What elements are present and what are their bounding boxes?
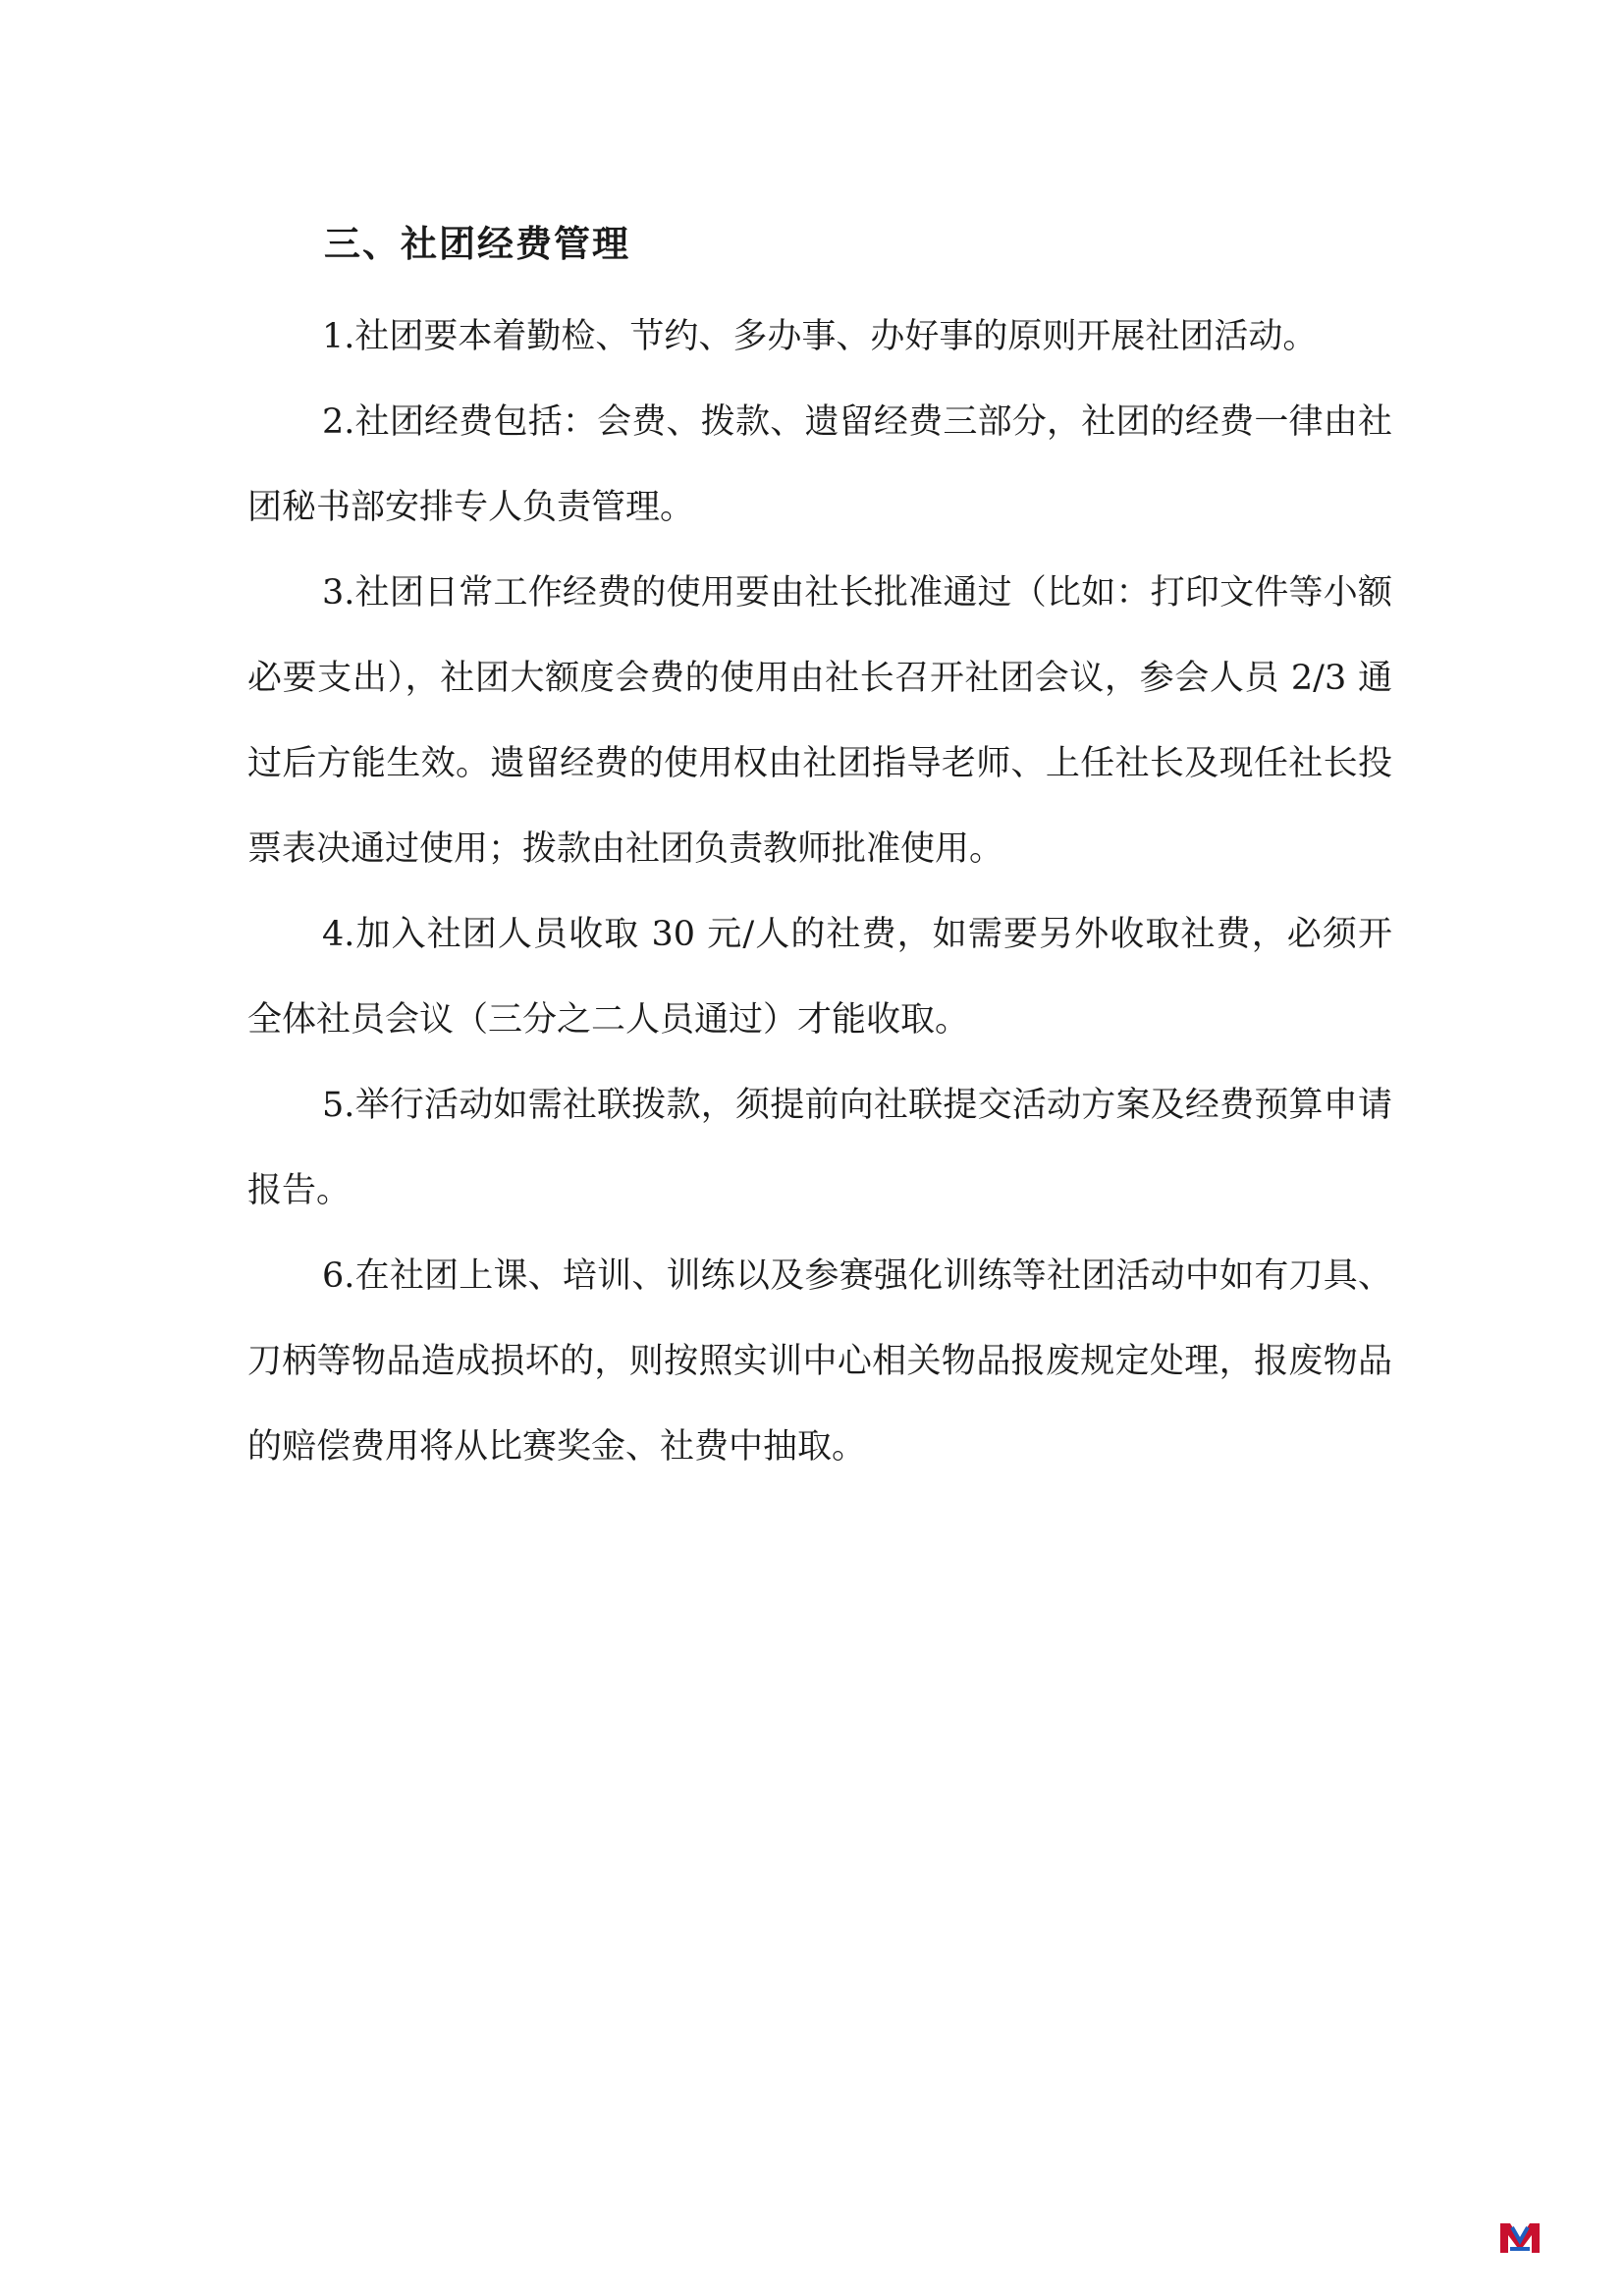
paragraph-6: 6.在社团上课、培训、训练以及参赛强化训练等社团活动中如有刀具、刀柄等物品造成损坏的，则按照实训中心相关物品报废规定处理，报废物品的赔偿费用将从比赛奖金、社费中抽取。: [247, 1256, 1392, 1467]
section-heading: 三、社团经费管理: [324, 223, 630, 265]
paragraph-2: 2.社团经费包括：会费、拨款、遗留经费三部分，社团的经费一律由社团秘书部安排专人负责管理。: [247, 402, 1392, 527]
document-body: [247, 294, 1392, 1490]
paragraph-4: 4.加入社团人员收取 30 元/人的社费，如需要另外收取社费，必须开全体社员会议（三分之二人员通过）才能收取。: [247, 915, 1392, 1040]
paragraph-3: 3.社团日常工作经费的使用要由社长批准通过（比如：打印文件等小额必要支出），社团大额度会费的使用由社长召开社团会议，参会人员 2/3 通过后方能生效。遗留经费的使用权由社团指导老师、上任社长及现任社长投票表决通过使用；拨款由社团负责教师批准使用。: [247, 573, 1392, 869]
m-logo-icon: [1496, 2217, 1543, 2257]
paragraph-1: 1.社团要本着勤检、节约、多办事、办好事的原则开展社团活动。: [322, 317, 1318, 356]
paragraph-5: 5.举行活动如需社联拨款，须提前向社联提交活动方案及经费预算申请报告。: [247, 1086, 1392, 1210]
